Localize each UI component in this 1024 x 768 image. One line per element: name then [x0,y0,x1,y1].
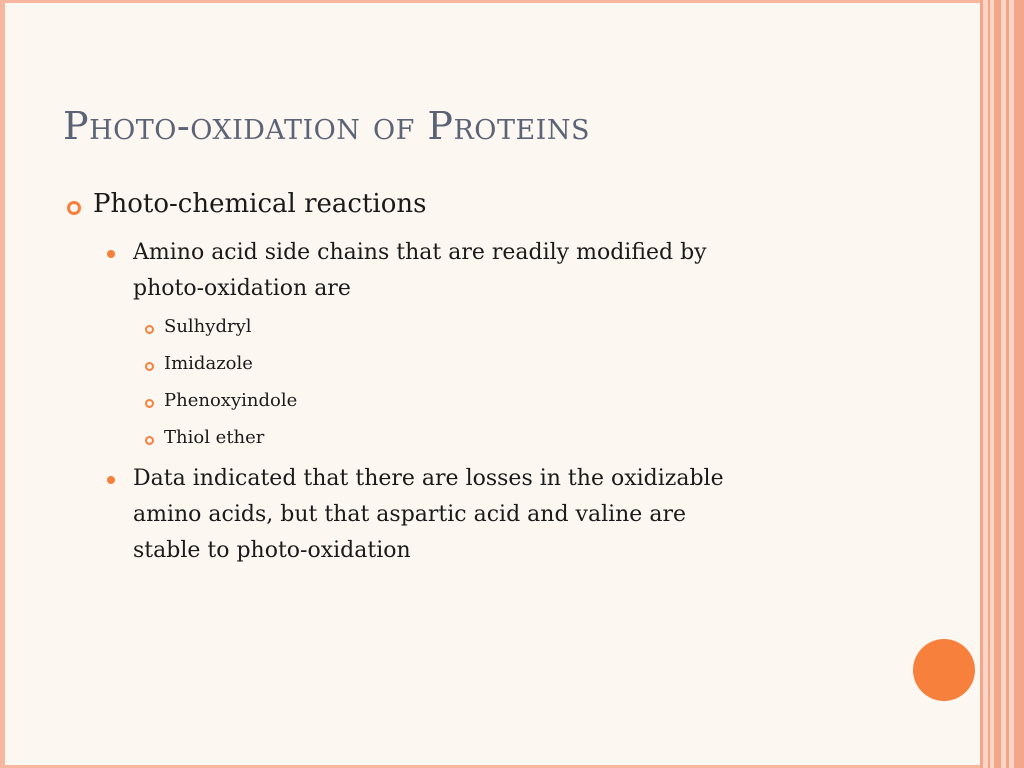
frame-top-border [0,0,980,3]
bullet-level3: Imidazole [164,353,253,374]
ring-bullet-icon [145,436,154,445]
slide-title: Photo-oxidation of Proteins [63,104,590,148]
bullet-level2-line: photo-oxidation are [133,276,351,301]
stripe [1014,0,1024,768]
ring-bullet-icon [145,325,154,334]
bullet-level2-line: stable to photo-oxidation [133,538,411,563]
bullet-level3: Sulhydryl [164,316,252,337]
stripe [980,0,983,768]
bullet-level2-line: amino acids, but that aspartic acid and valine are [133,502,686,527]
dot-bullet-icon [107,250,115,258]
bullet-level1: Photo-chemical reactions [93,189,427,219]
frame-left-border [0,0,5,768]
ring-bullet-icon [145,362,154,371]
bullet-level3: Thiol ether [164,427,265,448]
ring-bullet-icon [67,201,81,215]
bullet-level3: Phenoxyindole [164,390,298,411]
right-decorative-stripes [980,0,1024,768]
stripe [994,0,1001,768]
bullet-level2-line: Amino acid side chains that are readily modified by [133,240,707,265]
bullet-level2-line: Data indicated that there are losses in the oxidizable [133,466,724,491]
stripe [988,0,990,768]
dot-bullet-icon [107,476,115,484]
stripe [1006,0,1009,768]
decorative-accent-circle [913,639,975,701]
ring-bullet-icon [145,399,154,408]
